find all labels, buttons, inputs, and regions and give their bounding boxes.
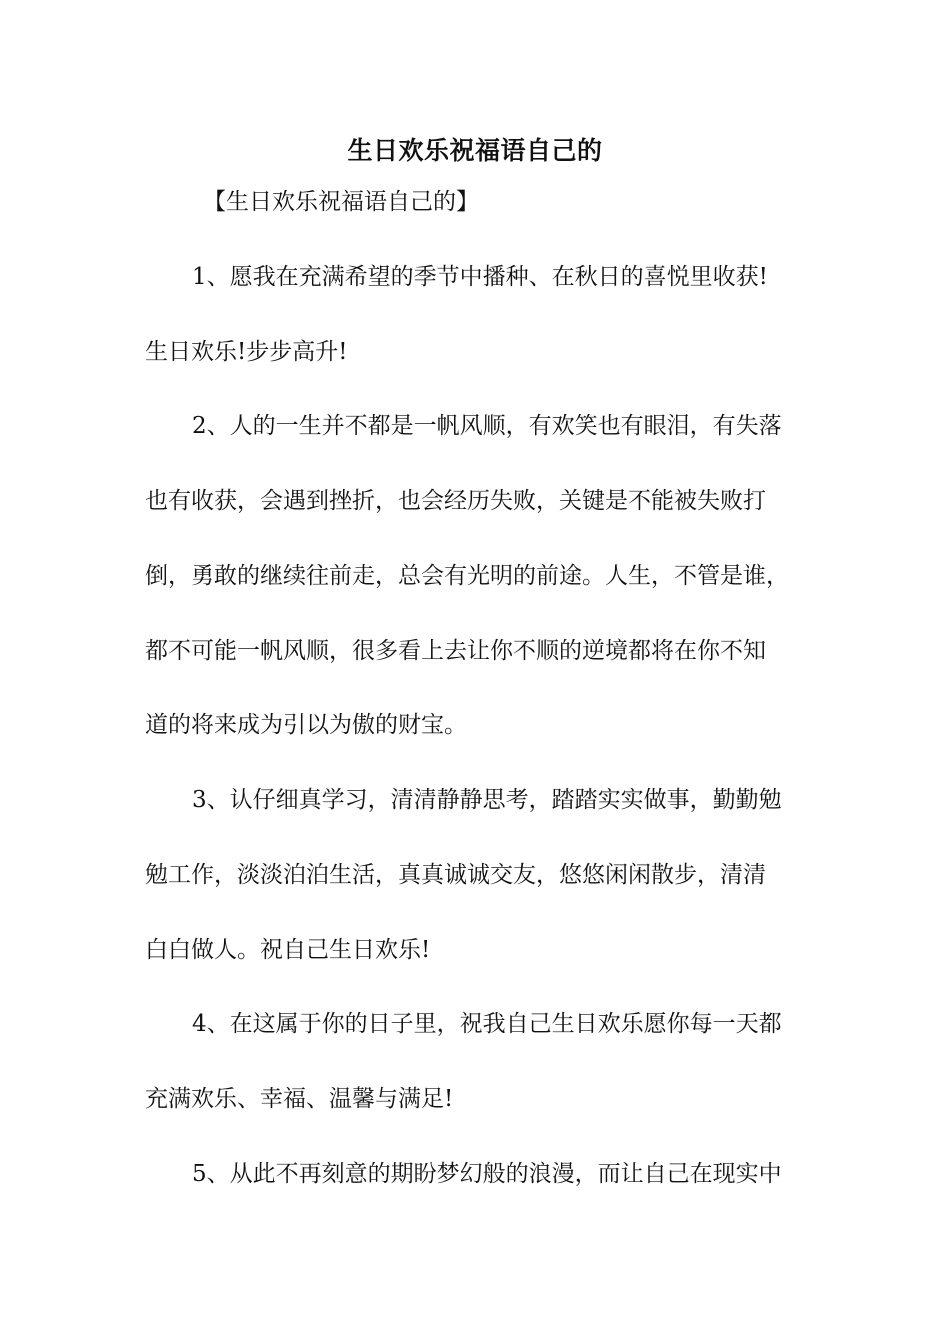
paragraph-2-line-2: 也有收获，会遇到挫折，也会经历失败，关键是不能被失败打	[145, 488, 766, 514]
paragraph-5-line-1: 5、从此不再刻意的期盼梦幻般的浪漫，而让自己在现实中	[192, 1161, 782, 1187]
document-subtitle: 【生日欢乐祝福语自己的】	[203, 189, 479, 215]
paragraph-3-line-1: 3、认仔细真学习，清清静静思考，踏踏实实做事，勤勤勉	[192, 787, 782, 813]
paragraph-2-line-1: 2、人的一生并不都是一帆风顺，有欢笑也有眼泪，有失落	[192, 413, 782, 439]
paragraph-4-line-2: 充满欢乐、幸福、温馨与满足!	[145, 1086, 454, 1112]
document-title: 生日欢乐祝福语自己的	[347, 136, 603, 165]
paragraph-3-line-2: 勉工作，淡淡泊泊生活，真真诚诚交友，悠悠闲闲散步，清清	[145, 862, 766, 888]
paragraph-2-line-5: 道的将来成为引以为傲的财宝。	[145, 712, 467, 738]
paragraph-3-line-3: 白白做人。祝自己生日欢乐!	[145, 937, 431, 963]
paragraph-2-line-4: 都不可能一帆风顺，很多看上去让你不顺的逆境都将在你不知	[145, 638, 766, 664]
paragraph-1-line-1: 1、愿我在充满希望的季节中播种、在秋日的喜悦里收获!	[192, 264, 768, 290]
paragraph-4-line-1: 4、在这属于你的日子里，祝我自己生日欢乐愿你每一天都	[192, 1011, 782, 1037]
paragraph-1-line-2: 生日欢乐!步步高升!	[145, 339, 348, 365]
paragraph-2-line-3: 倒，勇敢的继续往前走，总会有光明的前途。人生，不管是谁，	[145, 563, 789, 589]
